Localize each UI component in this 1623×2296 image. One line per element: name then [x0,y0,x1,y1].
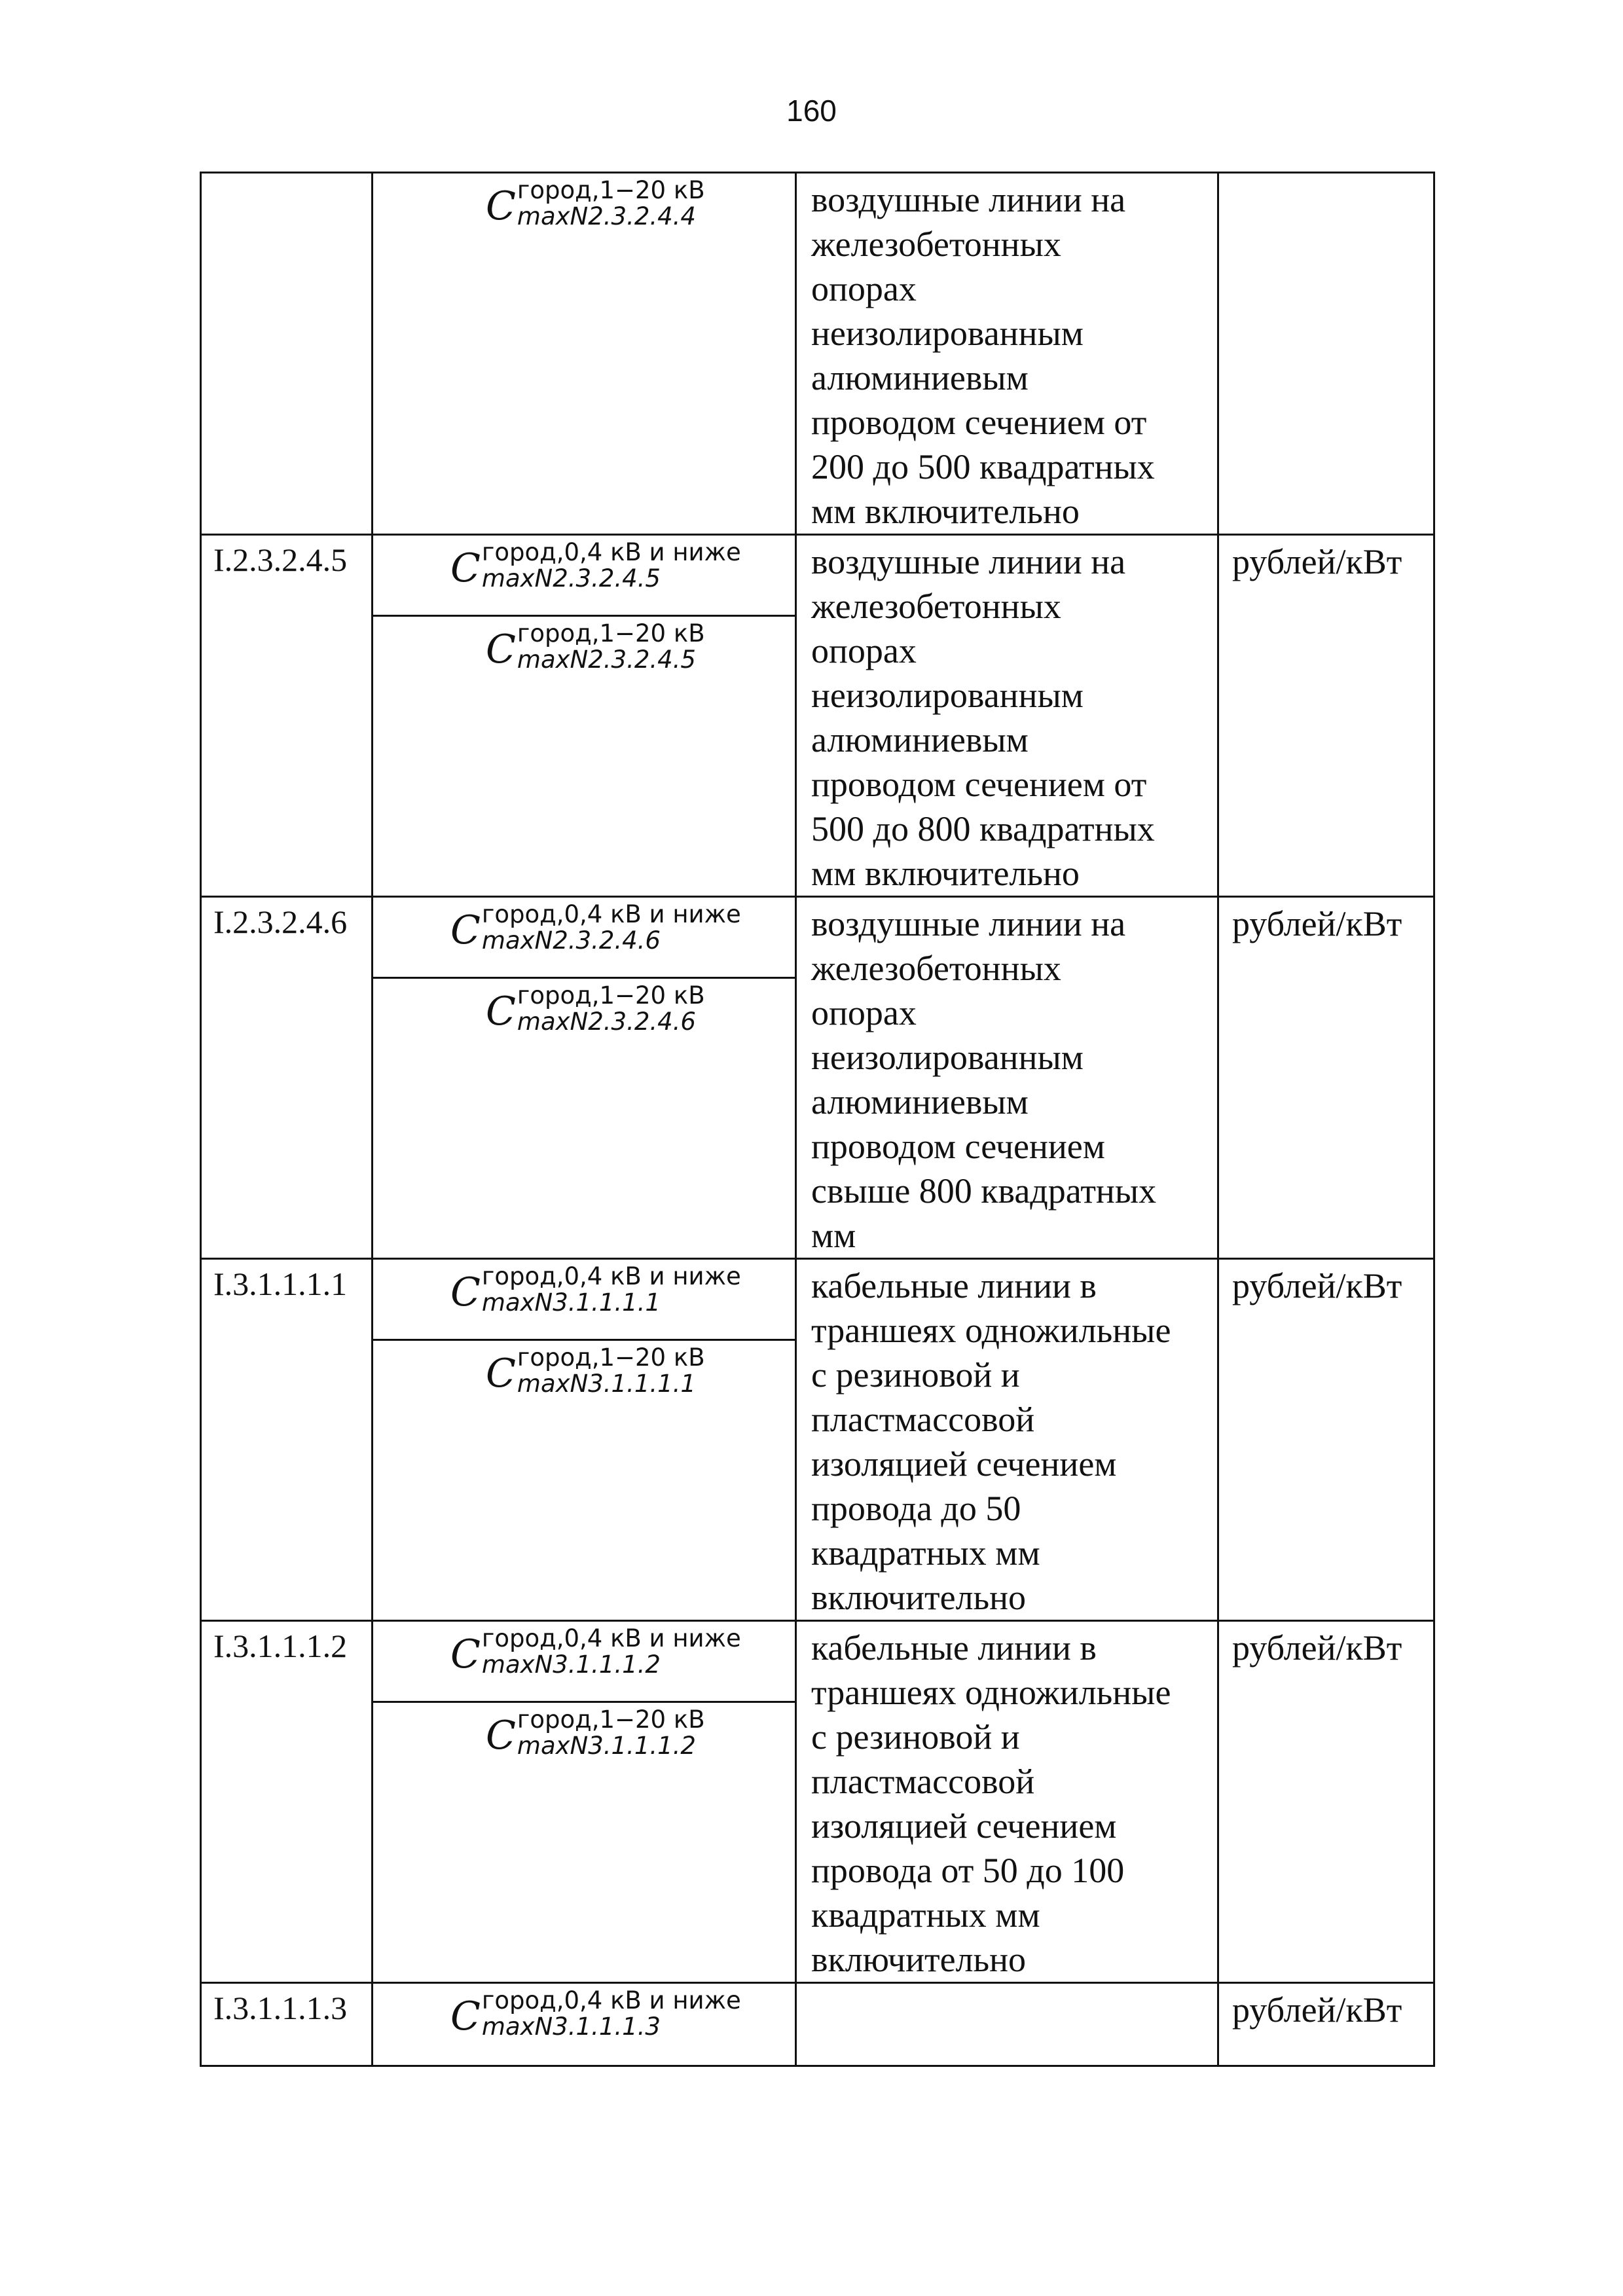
description-line: провода от 50 до 100 [811,1851,1125,1890]
formula-superscript: город,0,4 кВ и ниже [481,538,741,566]
row-description [796,897,1218,1259]
formula-box [373,1984,795,2065]
formula-box [373,1260,795,1341]
table-row [201,1621,1434,1983]
formula-scripts [517,983,705,1035]
description-line: мм [811,1216,856,1255]
formula-cell [373,897,796,1259]
rate-formula [373,539,795,592]
row-description [796,1983,1218,2066]
description-line: 500 до 800 квадратных [811,809,1155,848]
formula-scripts [482,1626,741,1678]
rate-symbol: C [486,1351,516,1396]
row-code: I.3.1.1.1.3 [201,1983,373,2066]
formula-superscript: город,1−20 кВ [517,176,705,204]
formula-subscript: maxN2.3.2.4.5 [517,646,696,674]
description-line: изоляцией сечением [811,1806,1117,1846]
row-unit: рублей/кВт [1218,1983,1434,2066]
description-line: неизолированным [811,1038,1084,1077]
description-line: опорах [811,631,917,670]
description-line: кабельные линии в [811,1266,1097,1305]
rate-formula [373,177,795,230]
formula-scripts [482,1988,741,2040]
description-line: кабельные линии в [811,1628,1097,1667]
row-unit: рублей/кВт [1218,897,1434,1259]
description-line: пластмассовой [811,1400,1035,1439]
formula-superscript: город,0,4 кВ и ниже [481,1986,741,2014]
description-line: воздушные линии на [811,542,1126,581]
description-line: с резиновой и [811,1717,1020,1757]
formula-subscript: maxN3.1.1.1.3 [481,2013,661,2041]
description-line: опорах [811,993,917,1032]
formula-box [373,1622,795,1703]
rate-symbol: C [450,907,481,953]
description-line: мм включительно [811,854,1080,893]
formula-scripts [517,621,705,673]
row-code: I.3.1.1.1.1 [201,1259,373,1621]
description-line: железобетонных [811,225,1061,264]
formula-cell [373,1621,796,1983]
description-line: 200 до 500 квадратных [811,447,1155,486]
description-line: воздушные линии на [811,180,1126,219]
formula-scripts [517,177,705,230]
row-description [796,1621,1218,1983]
formula-subscript: maxN2.3.2.4.6 [517,1008,696,1036]
description-line: опорах [811,269,917,308]
formula-superscript: город,0,4 кВ и ниже [481,1624,741,1652]
formula-box [373,1703,795,1784]
description-line: неизолированным [811,314,1084,353]
formula-scripts [482,1264,741,1316]
formula-subscript: maxN2.3.2.4.6 [481,926,661,955]
row-description [796,1259,1218,1621]
description-line: свыше 800 квадратных [811,1171,1157,1211]
table-row [201,173,1434,535]
formula-subscript: maxN2.3.2.4.4 [517,202,696,230]
table-row [201,1259,1434,1621]
formula-superscript: город,1−20 кВ [517,619,705,647]
description-line: с резиновой и [811,1355,1020,1394]
formula-superscript: город,0,4 кВ и ниже [481,1262,741,1290]
formula-subscript: maxN3.1.1.1.2 [517,1732,696,1760]
formula-box [373,898,795,979]
row-code: I.3.1.1.1.2 [201,1621,373,1983]
formula-subscript: maxN3.1.1.1.2 [481,1650,661,1679]
formula-cell [373,535,796,897]
formula-superscript: город,1−20 кВ [517,981,705,1010]
table-row [201,535,1434,897]
description-line: включительно [811,1578,1027,1617]
rate-formula [373,1345,795,1397]
description-line: квадратных мм [811,1895,1040,1935]
rate-formula [373,1707,795,1759]
formula-cell [373,173,796,535]
description-line: алюминиевым [811,358,1029,397]
formula-superscript: город,1−20 кВ [517,1343,705,1372]
formula-box [373,617,795,698]
formula-subscript: maxN2.3.2.4.5 [481,564,661,592]
description-line: мм включительно [811,492,1080,531]
formula-scripts [482,902,741,954]
formula-scripts [517,1707,705,1759]
row-description [796,535,1218,897]
formula-box [373,979,795,1060]
formula-box [373,173,795,255]
description-line: железобетонных [811,949,1061,988]
row-code: I.2.3.2.4.6 [201,897,373,1259]
formula-scripts [482,539,741,592]
row-description [796,173,1218,535]
description-line: проводом сечением [811,1127,1105,1166]
row-unit [1218,173,1434,535]
formula-box [373,536,795,617]
description-line: алюминиевым [811,1082,1029,1121]
rate-symbol: C [450,1631,481,1677]
formula-cell [373,1983,796,2066]
row-code: I.2.3.2.4.5 [201,535,373,897]
tariff-table [200,172,1435,2067]
table-row [201,897,1434,1259]
formula-superscript: город,1−20 кВ [517,1705,705,1734]
rate-formula [373,902,795,954]
rate-formula [373,1988,795,2040]
rate-symbol: C [486,1713,516,1758]
formula-subscript: maxN3.1.1.1.1 [481,1288,661,1317]
rate-symbol: C [450,1269,481,1315]
row-unit: рублей/кВт [1218,1259,1434,1621]
formula-subscript: maxN3.1.1.1.1 [517,1370,696,1398]
row-code [201,173,373,535]
description-line: провода до 50 [811,1489,1021,1528]
tariff-table-body [201,173,1434,2066]
page-number: 160 [786,94,837,128]
description-line: алюминиевым [811,720,1029,759]
row-unit: рублей/кВт [1218,535,1434,897]
description-line: проводом сечением от [811,403,1147,442]
row-unit: рублей/кВт [1218,1621,1434,1983]
description-line: включительно [811,1940,1027,1979]
rate-formula [373,983,795,1035]
table-row [201,1983,1434,2066]
description-line: пластмассовой [811,1762,1035,1801]
rate-formula [373,1626,795,1678]
description-line: проводом сечением от [811,765,1147,804]
description-line: неизолированным [811,676,1084,715]
description-line: воздушные линии на [811,904,1126,943]
rate-symbol: C [486,989,516,1034]
formula-scripts [517,1345,705,1397]
rate-symbol: C [450,1994,481,2039]
formula-cell [373,1259,796,1621]
description-line: квадратных мм [811,1533,1040,1573]
rate-formula [373,1264,795,1316]
formula-superscript: город,0,4 кВ и ниже [481,900,741,928]
rate-symbol: C [486,183,516,229]
rate-symbol: C [450,545,481,591]
rate-formula [373,621,795,673]
rate-symbol: C [486,627,516,672]
description-line: изоляцией сечением [811,1444,1117,1484]
description-line: железобетонных [811,587,1061,626]
formula-box [373,1341,795,1422]
description-line: траншеях одножильные [811,1673,1171,1712]
description-line: траншеях одножильные [811,1311,1171,1350]
